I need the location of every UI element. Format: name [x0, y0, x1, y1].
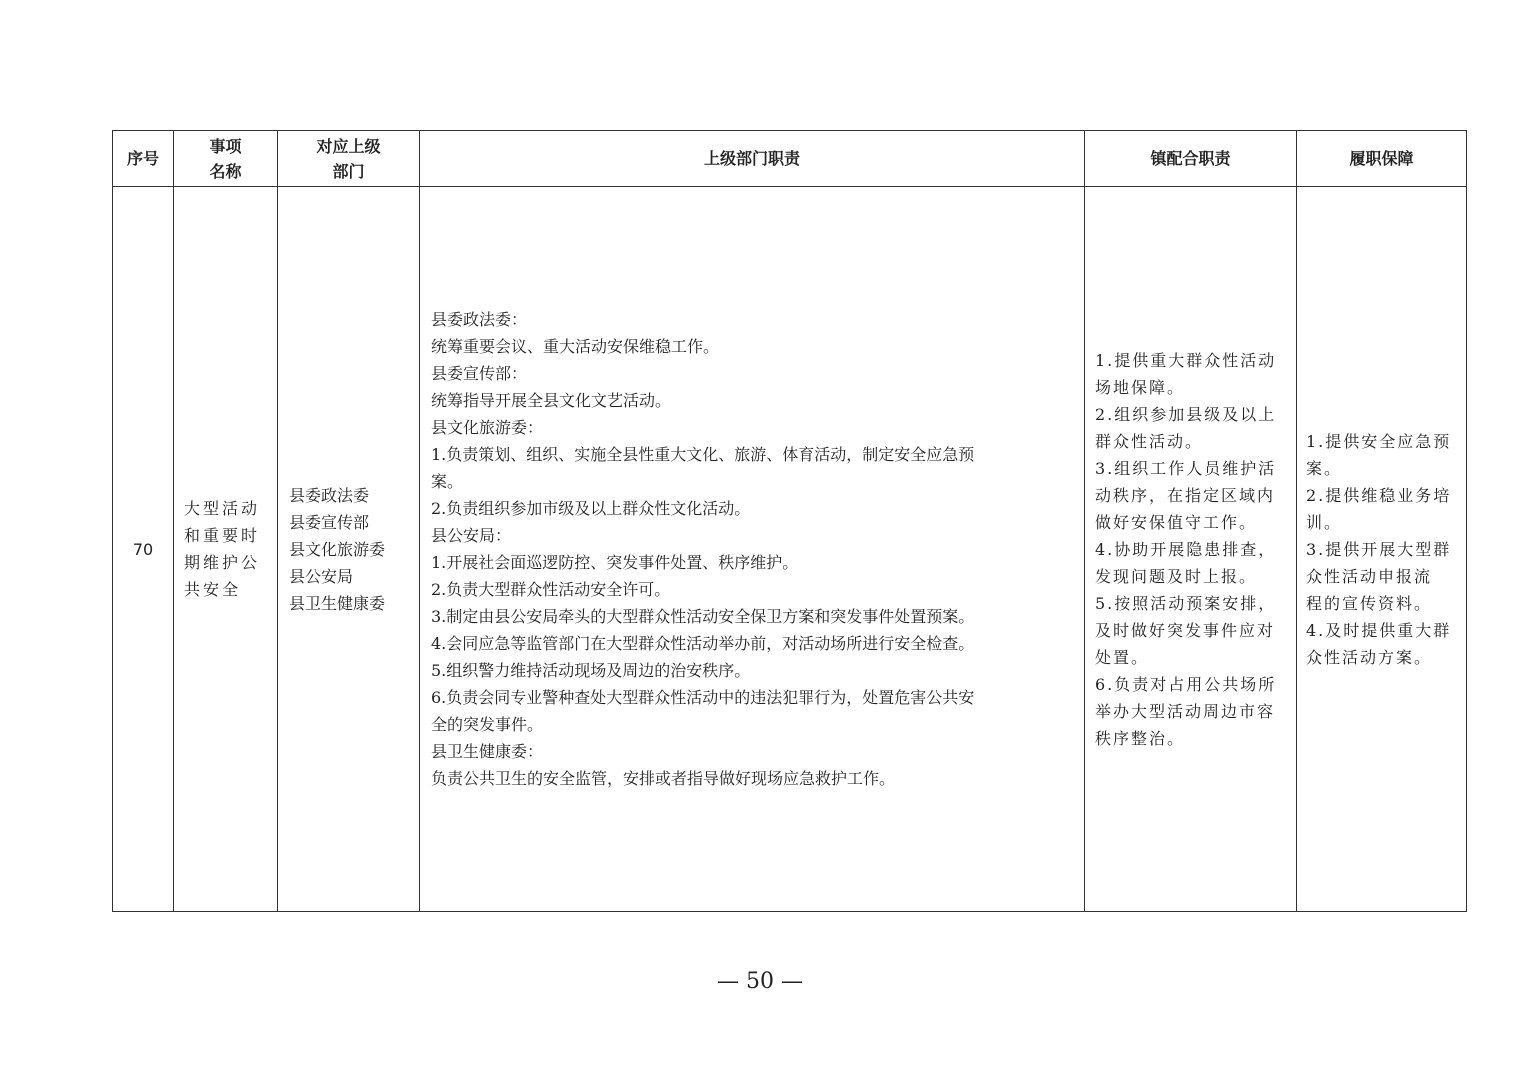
text-line: 事项 — [209, 136, 242, 156]
cell-superior-dept — [278, 187, 420, 912]
header-guarantee — [1297, 131, 1467, 187]
cell-superior-duties — [420, 187, 1085, 912]
text-line: 案。 — [1306, 458, 1343, 478]
text-line: 1.负责策划、组织、实施全县性重大文化、旅游、体育活动，制定安全应急预 — [431, 445, 975, 464]
text-line: 县委政法委 — [289, 485, 370, 505]
text-line: 训。 — [1306, 512, 1343, 532]
text-line: 统筹重要会议、重大活动安保维稳工作。 — [431, 337, 720, 356]
text-line: 2.负责大型群众性活动安全许可。 — [431, 580, 671, 599]
text-line: 5.按照活动预案安排， — [1095, 593, 1277, 613]
text-line: 处置。 — [1095, 647, 1150, 667]
text-line: 序号 — [126, 149, 159, 168]
text-line: 统筹指导开展全县文化文艺活动。 — [431, 391, 672, 410]
cell-guarantee — [1297, 187, 1467, 912]
header-item-name — [174, 131, 278, 187]
text-line: 全的突发事件。 — [431, 715, 544, 734]
text-line: 县公安局 — [289, 566, 354, 586]
page-number: — 50 — — [717, 969, 803, 994]
cell-item-name — [174, 187, 278, 912]
text-line: 负责公共卫生的安全监管，安排或者指导做好现场应急救护工作。 — [431, 769, 896, 788]
text-line: 县委宣传部： — [431, 364, 528, 383]
cell-town-duties — [1085, 187, 1297, 912]
text-line: 场地保障。 — [1095, 377, 1186, 397]
text-line: 3.提供开展大型群 — [1306, 539, 1452, 559]
table-header-row — [113, 131, 1467, 187]
text-line: 4.协助开展隐患排查， — [1095, 539, 1277, 559]
text-line: 4.会同应急等监管部门在大型群众性活动举办前，对活动场所进行安全检查。 — [431, 634, 975, 653]
text-line: 共安全 — [184, 580, 242, 599]
text-line: 2.组织参加县级及以上 — [1095, 404, 1277, 424]
text-line: 2.负责组织参加市级及以上群众性文化活动。 — [431, 499, 751, 518]
text-line: 动秩序，在指定区域内 — [1095, 485, 1276, 505]
text-line: 县委宣传部 — [289, 512, 370, 532]
header-superior-duties — [420, 131, 1085, 187]
header-seq — [113, 131, 174, 187]
text-line: 县卫生健康委 — [289, 593, 386, 613]
text-line: 做好安保值守工作。 — [1095, 512, 1258, 532]
text-line: 秩序整治。 — [1095, 728, 1186, 748]
text-line: 县文化旅游委： — [431, 418, 544, 437]
text-line: 发现问题及时上报。 — [1095, 566, 1258, 586]
text-line: 县公安局： — [431, 526, 512, 545]
text-line: 上级部门职责 — [703, 149, 800, 168]
text-line: 名称 — [209, 161, 242, 181]
responsibility-table — [112, 130, 1467, 912]
text-line: 6.负责对占用公共场所 — [1095, 674, 1277, 694]
text-line: 镇配合职责 — [1150, 149, 1231, 168]
text-line: 期维护公 — [184, 553, 261, 572]
table-row — [113, 187, 1467, 912]
text-line: 对应上级 — [316, 136, 381, 156]
text-line: 群众性活动。 — [1095, 431, 1204, 451]
text-line: 1.提供重大群众性活动 — [1095, 350, 1277, 370]
text-line: 众性活动申报流 — [1306, 566, 1433, 586]
text-line: 3.制定由县公安局牵头的大型群众性活动安全保卫方案和突发事件处置预案。 — [431, 607, 975, 626]
text-line: 举办大型活动周边市容 — [1095, 701, 1276, 721]
text-line: 案。 — [431, 472, 464, 491]
text-line: 履职保障 — [1349, 149, 1414, 168]
text-line: 1.开展社会面巡逻防控、突发事件处置、秩序维护。 — [431, 553, 799, 572]
text-line: 1.提供安全应急预 — [1306, 431, 1452, 451]
text-line: 和重要时 — [184, 526, 261, 545]
text-line: 县卫生健康委： — [431, 742, 544, 761]
text-line: 5.组织警力维持活动现场及周边的治安秩序。 — [431, 661, 751, 680]
text-line: 程的宣传资料。 — [1306, 593, 1433, 613]
text-line: 2.提供维稳业务培 — [1306, 485, 1452, 505]
header-superior-dept — [278, 131, 420, 187]
text-line: 大型活动 — [184, 499, 261, 518]
text-line: 众性活动方案。 — [1306, 647, 1433, 667]
text-line: 4.及时提供重大群 — [1306, 620, 1452, 640]
text-line: 3.组织工作人员维护活 — [1095, 458, 1277, 478]
text-line: 县委政法委： — [431, 310, 528, 329]
text-line: 县文化旅游委 — [289, 539, 386, 559]
text-line: 6.负责会同专业警种查处大型群众性活动中的违法犯罪行为，处置危害公共安 — [431, 688, 975, 707]
cell-seq: 70 — [113, 187, 174, 912]
text-line: 及时做好突发事件应对 — [1095, 620, 1276, 640]
text-line: 部门 — [332, 161, 365, 181]
header-town-duties — [1085, 131, 1297, 187]
